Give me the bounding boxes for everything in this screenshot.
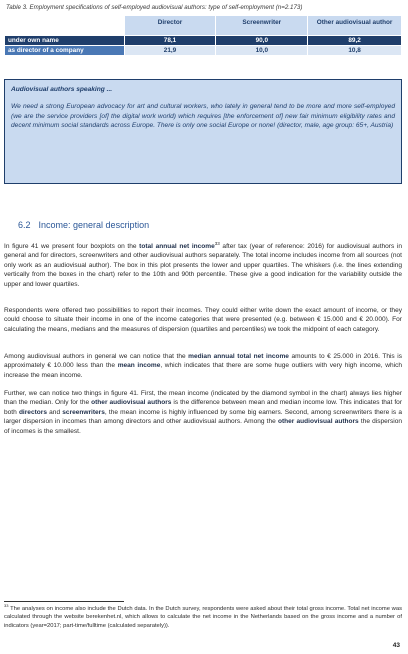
- table-header-row: [5, 16, 402, 36]
- table-cell: 10,0: [216, 46, 308, 56]
- section-heading: [18, 220, 149, 230]
- footnote-number: 33: [4, 603, 9, 609]
- text-run: Further, we can notice two things in figure 41. First, the mean income (indicated by the diamond symbol in the chart) always lies higher than the median. Only for the: [4, 390, 402, 407]
- text-run: , the mean income is highly influenced by some big earners. Second, among screenwriters there is a larger dispersion in incomes than among directors and other audiovisual authors. Among the: [4, 408, 402, 426]
- bold-run: screenwriters: [62, 408, 105, 416]
- table-header-other: Other audiovisual author: [308, 16, 402, 36]
- bold-run: other audiovisual authors: [91, 399, 172, 407]
- bold-run: mean income: [117, 362, 161, 370]
- footnote-text: The analyses on income also include the Dutch data. In the Dutch survey, respondents were asked about their total gross income. Total net income was calculated through the website berekenhet.nl, which allows to calculate the net income in the Netherlands based on the gross income and a number of indicators (year=2017; part-time/fulltime (calculated separately)).: [4, 606, 402, 629]
- page-number: 43: [392, 642, 400, 649]
- section-number: 6.2: [18, 220, 31, 230]
- quote-text: We need a strong European advocacy for art and cultural workers, who lately in general tend to be more and more self-employed (we are the service providers [of] the digital work world) which requires [the enforcement of] new fair minimum eligibility rates and decent minimum social standards across Europe. There is only one social Europe or none! (director, male, age group: 65+, Austria): [11, 103, 395, 130]
- paragraph-3: [4, 352, 402, 380]
- table-cell: 90,0: [216, 36, 308, 46]
- footnote: [4, 605, 402, 630]
- bold-run: median annual total net income: [188, 353, 289, 360]
- table-caption: Table 3. Employment specifications of self-employed audiovisual authors: type of self-employment (n=2.173): [6, 4, 303, 11]
- table-cell: 21,9: [124, 46, 216, 56]
- text-run: , which indicates that there are some huge outliers with very high income, which increase the mean income.: [4, 362, 402, 379]
- table-cell: 10,8: [308, 46, 402, 56]
- table-row: [5, 36, 402, 46]
- paragraph-2: Respondents were offered two possibilities to report their incomes. They could either write down the exact amount of income, or they could choose to situate their income in one of the income categories that were presented (e.g. between € 15.000 and € 20.000). For calculating the means, medians and the measures of dispersion (quartiles and percentiles) we took the midpoint of each category.: [4, 307, 402, 333]
- table-header-screenwriter: Screenwriter: [216, 16, 308, 36]
- bold-run: total annual net income: [139, 243, 215, 250]
- text-run: is the difference between mean and median income low. This indicates that for both: [4, 399, 402, 416]
- paragraph-1: [4, 242, 402, 289]
- text-run: Among audiovisual authors in general we can notice that the: [4, 353, 189, 360]
- table-row: [5, 46, 402, 56]
- text-run: amounts to € 25.000 in 2016. This is approximately € 10.000 less than the: [4, 353, 402, 370]
- footnote-ref[interactable]: 33: [214, 240, 220, 246]
- table-row-label: as director of a company: [5, 46, 125, 56]
- quote-box: [4, 79, 402, 184]
- text-run: the dispersion of incomes is the smallest.: [4, 418, 402, 435]
- table-header-blank: [5, 16, 125, 36]
- employment-table: [4, 15, 402, 56]
- table-cell: 89,2: [308, 36, 402, 46]
- quote-heading: Audiovisual authors speaking ...: [11, 86, 113, 93]
- text-run: after tax (year of reference: 2016) for audiovisual authors in general and for directors, screenwriters and other audiovisual authors separately. The total income includes income from all sources (not only work as an audiovisual author). The box in this plot presents the lower and upper quartiles. The whiskers (i.e. the lines extending vertically from the boxes in the chart) refer to the 10th and 90th percentile. These give a good indication for the variability outside the upper and lower quartiles.: [4, 243, 402, 288]
- table-row-label: under own name: [5, 36, 125, 46]
- paragraph-4: [4, 389, 402, 436]
- section-title: Income: general description: [38, 220, 150, 230]
- text-run: In figure 41 we present four boxplots on the: [4, 243, 140, 250]
- bold-run: directors: [18, 408, 47, 416]
- footnote-divider: [4, 601, 124, 602]
- table-cell: 78,1: [124, 36, 216, 46]
- bold-run: other audiovisual authors: [277, 418, 359, 426]
- table-header-director: Director: [124, 16, 216, 36]
- text-run: and: [46, 408, 63, 416]
